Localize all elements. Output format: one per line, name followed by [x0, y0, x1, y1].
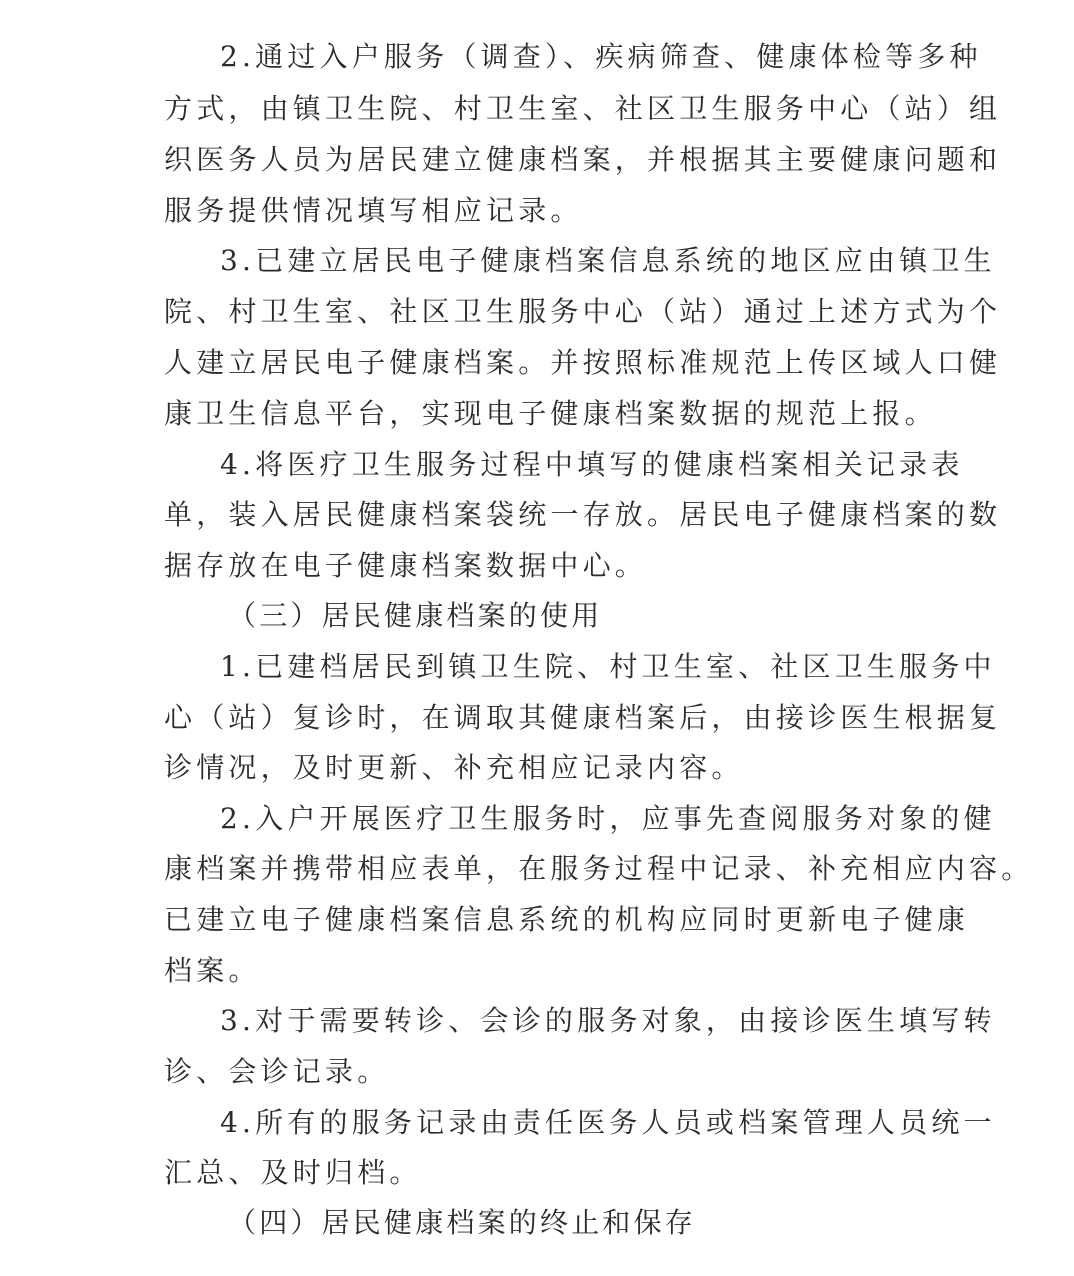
paragraph-3-line-1: 3.已建立居民电子健康档案信息系统的地区应由镇卫生 [220, 244, 996, 277]
paragraph-2-line-3: 织医务人员为居民建立健康档案，并根据其主要健康问题和 [164, 143, 1002, 176]
usage-paragraph-2-line-2: 康档案并携带相应表单，在服务过程中记录、补充相应内容。 [164, 852, 1034, 885]
section-heading-4: （四）居民健康档案的终止和保存 [228, 1206, 697, 1239]
paragraph-4-line-1: 4.将医疗卫生服务过程中填写的健康档案相关记录表 [220, 448, 964, 481]
paragraph-3-line-2: 院、村卫生室、社区卫生服务中心（站）通过上述方式为个 [164, 295, 1002, 328]
paragraph-2-line-4: 服务提供情况填写相应记录。 [164, 194, 583, 227]
usage-paragraph-2-line-3: 已建立电子健康档案信息系统的机构应同时更新电子健康 [164, 903, 970, 936]
paragraph-3-line-3: 人建立居民电子健康档案。并按照标准规范上传区域人口健 [164, 346, 1002, 379]
usage-paragraph-3-line-1: 3.对于需要转诊、会诊的服务对象，由接诊医生填写转 [220, 1004, 996, 1037]
section-heading-3: （三）居民健康档案的使用 [228, 599, 603, 632]
usage-paragraph-3-line-2: 诊、会诊记录。 [164, 1055, 390, 1088]
usage-paragraph-2-line-1: 2.入户开展医疗卫生服务时，应事先查阅服务对象的健 [220, 802, 996, 835]
usage-paragraph-4-line-2: 汇总、及时归档。 [164, 1156, 422, 1189]
usage-paragraph-4-line-1: 4.所有的服务记录由责任医务人员或档案管理人员统一 [220, 1106, 996, 1139]
usage-paragraph-1-line-2: 心（站）复诊时，在调取其健康档案后，由接诊医生根据复 [164, 701, 1002, 734]
usage-paragraph-1-line-1: 1.已建档居民到镇卫生院、村卫生室、社区卫生服务中 [220, 650, 996, 683]
usage-paragraph-2-line-4: 档案。 [164, 954, 261, 987]
paragraph-4-line-3: 据存放在电子健康档案数据中心。 [164, 549, 648, 582]
paragraph-2-line-2: 方式，由镇卫生院、村卫生室、社区卫生服务中心（站）组 [164, 92, 1002, 125]
paragraph-4-line-2: 单，装入居民健康档案袋统一存放。居民电子健康档案的数 [164, 498, 1002, 531]
usage-paragraph-1-line-3: 诊情况，及时更新、补充相应记录内容。 [164, 751, 744, 784]
paragraph-2-line-1: 2.通过入户服务（调查）、疾病筛查、健康体检等多种 [220, 40, 982, 73]
paragraph-3-line-4: 康卫生信息平台，实现电子健康档案数据的规范上报。 [164, 397, 937, 430]
